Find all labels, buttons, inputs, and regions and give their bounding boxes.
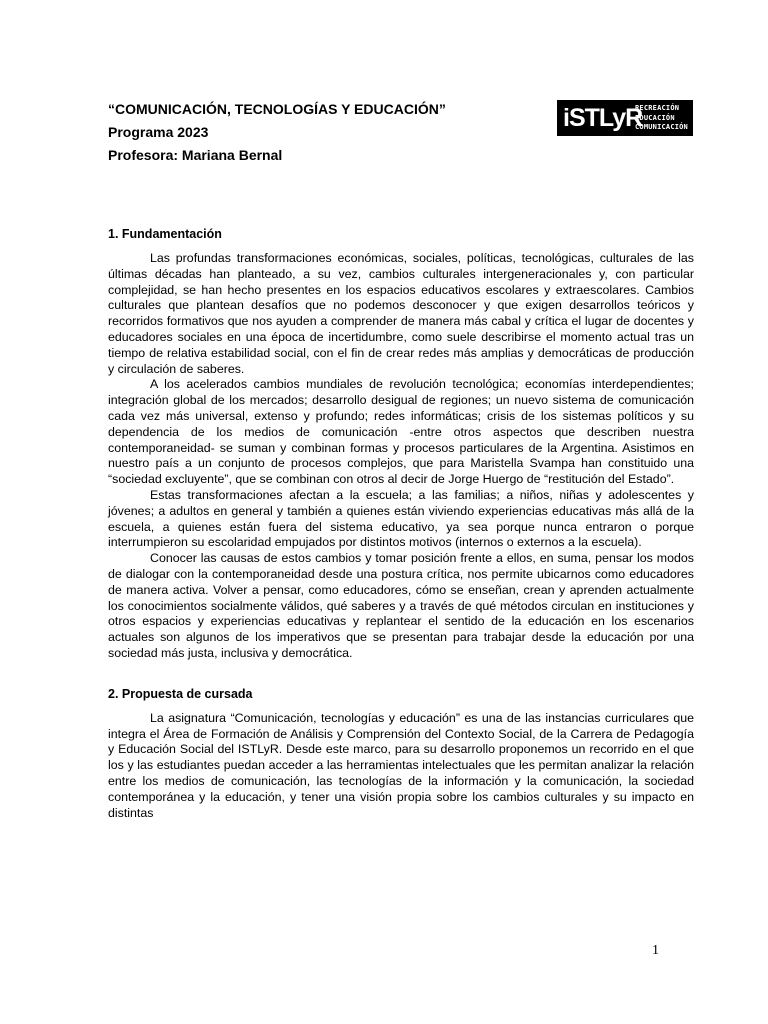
logo-line-educacion: EDUCACIÓN: [635, 113, 675, 122]
istlyr-logo: [557, 100, 693, 136]
paragraph: Las profundas transformaciones económicas, sociales, políticas, tecnológicas, culturales de las últimas décadas han planteado, a su vez, cambios culturales intergeneracionales y, con particular complejidad, se han hecho presentes en los espacios educativos escolares y extraescolares. Cambios culturales que plantean desafíos que no podemos desconocer y que exigen desarrollos teóricos y recorridos formativos que nos ayuden a comprender de manera más cabal y crítica el lugar de docentes y educadores sociales en una época de incertidumbre, como suele describirse el momento actual tras un tiempo de relativa estabilidad social, con el fin de crear redes más amplias y democráticas de producción y circulación de saberes.: [108, 251, 694, 376]
program-year: Programa 2023: [108, 124, 209, 140]
section-propuesta-cursada: [108, 686, 694, 822]
document-header: [108, 98, 548, 167]
section-heading: 2. Propuesta de cursada: [108, 686, 253, 701]
page-number: 1: [652, 943, 659, 958]
logo-line-comunicacion: COMUNICACIÓN: [635, 123, 688, 131]
paragraph: La asignatura “Comunicación, tecnologías y educación” es una de las instancias curriculares que integra el Área de Formación de Análisis y Comprensión del Contexto Social, de la Carrera de Pedagogía y Educación Social del ISTLyR. Desde este marco, para su desarrollo proponemos un recorrido en el que los y las estudiantes puedan acceder a las herramientas intelectuales que les permitan analizar la relación entre los medios de comunicación, las tecnologías de la información y la comunicación, la sociedad contemporánea y la educación, y tener una visión propia sobre los cambios culturales y su impacto en distintas: [108, 710, 694, 820]
logo-mark: iSTLyR: [563, 104, 643, 132]
paragraph: A los acelerados cambios mundiales de revolución tecnológica; economías interdependientes; integración global de los mercados; desarrollo desigual de regiones; un nuevo sistema de comunicación cada vez más universal, extenso y profundo; redes informáticas; crisis de los sistemas políticos y su dependencia de los medios de comunicación -entre otros aspectos que describen nuestra contemporaneidad- se suman y combinan formas y procesos particulares de la Argentina. Asistimos en nuestro país a un conjunto de procesos complejos, que para Maristella Svampa han constituido una “sociedad excluyente”, que se combinan con otros al decir de Jorge Huergo de “restitución del Estado”.: [108, 377, 694, 487]
section-fundamentacion: [108, 226, 694, 662]
paragraph: Conocer las causas de estos cambios y tomar posición frente a ellos, en suma, pensar los modos de dialogar con la contemporaneidad desde una postura crítica, nos permite ubicarnos como educadores de manera activa. Volver a pensar, como educadores, cómo se enseñan, crean y aprenden actualmente los conocimientos socialmente válidos, qué saberes y a través de qué métodos circulan en instituciones y otros espacios y experiencias educativas y replantear el sentido de la educación en los escenarios actuales son algunos de los imperativos que se presentan para trabajar desde la educación por una sociedad más justa, inclusiva y democrática.: [108, 551, 694, 660]
course-title: “COMUNICACIÓN, TECNOLOGÍAS Y EDUCACIÓN”: [108, 101, 446, 117]
professor-name: Profesora: Mariana Bernal: [108, 147, 283, 163]
document-body: [108, 226, 694, 821]
logo-subtitle: [635, 104, 688, 133]
section-heading: 1. Fundamentación: [108, 227, 222, 241]
logo-line-recreacion: RECREACIÓN: [635, 104, 680, 112]
paragraph: Estas transformaciones afectan a la escuela; a las familias; a niños, niñas y adolescentes y jóvenes; a adultos en general y también a quienes están viviendo experiencias educativas más allá de la escuela, a quienes están fuera del sistema educativo, ya sea porque nunca entraron o porque interrumpieron su escolaridad empujados por distintos motivos (internos o externos a la escuela).: [108, 487, 694, 550]
